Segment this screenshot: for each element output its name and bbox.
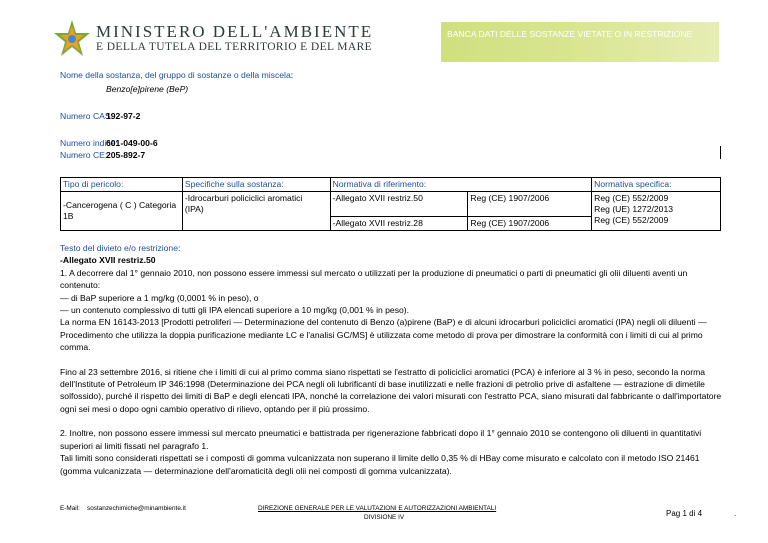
text-cursor bbox=[720, 146, 721, 159]
footer-division: DIVISIONE IV bbox=[364, 514, 405, 521]
header-reference-regulation: Normativa di riferimento: bbox=[330, 178, 592, 192]
banner-text: BANCA DATI DELLE SOSTANZE VIETATE O IN RESTRIZIONE bbox=[447, 29, 693, 39]
reference-annex-1: -Allegato XVII restriz.50 bbox=[330, 192, 468, 217]
ce-label: Numero CE: bbox=[60, 150, 108, 160]
specific-regulations: Reg (CE) 552/2009 Reg (UE) 1272/2013 Reg (CE) 552/2009 bbox=[592, 192, 721, 231]
footer-email: E-Mail: sostanzechimiche@minambiente.it bbox=[60, 505, 186, 512]
reference-reg-1: Reg (CE) 1907/2006 bbox=[468, 192, 592, 217]
footer-dot: . bbox=[734, 509, 737, 518]
ministry-title: MINISTERO DELL'AMBIENTE bbox=[96, 22, 374, 41]
cas-label: Numero CAS: bbox=[60, 111, 114, 121]
hazard-value: -Cancerogena ( C ) Categoria 1B bbox=[61, 192, 183, 231]
header-hazard-type: Tipo di pericolo: bbox=[61, 178, 183, 192]
restriction-text bbox=[60, 242, 722, 477]
reference-reg-2: Reg (CE) 1907/2006 bbox=[468, 217, 592, 231]
paragraph-3: 2. Inoltre, non possono essere immessi sul mercato pneumatici e battistrada per rigenerazione fabbricati dopo il 1° gennaio 2010 se contengono oli diluenti in quantitativi superiori ai limiti fissati nel paragrafo 1. bbox=[60, 428, 702, 451]
index-label: Numero indice: bbox=[60, 138, 118, 148]
paragraph-1b: — un contenuto complessivo di tutti gli IPA elencati superiore a 10 mg/kg (0,001 % in peso). bbox=[60, 305, 410, 316]
ce-value: 205-892-7 bbox=[106, 150, 146, 160]
header-specific-regulation: Normativa specifica: bbox=[592, 178, 721, 192]
index-value: 601-049-00-6 bbox=[106, 138, 158, 148]
paragraph-1c: La norma EN 16143-2013 [Prodotti petroliferi — Determinazione del contenuto di Benzo (a)pirene (BaP) e di alcuni idrocarburi policiclici aromatici (IPA) negli oli diluenti — Procedimento che utilizza la doppia purificazione mediante LC e l'analisi GC/MS] è utilizzata come metodo di prova per dimostrare la conformità con i limiti di cui al primo comma. bbox=[60, 317, 707, 353]
ministry-subtitle: E DELLA TUTELA DEL TERRITORIO E DEL MARE bbox=[96, 41, 373, 53]
restriction-label: Testo del divieto e/o restrizione: bbox=[60, 243, 181, 253]
star-emblem-icon bbox=[50, 18, 94, 60]
footer-department: DIREZIONE GENERALE PER LE VALUTAZIONI E AUTORIZZAZIONI AMBIENTALI bbox=[258, 505, 497, 512]
page-number: Pag 1 di 4 bbox=[666, 509, 703, 518]
restriction-heading: -Allegato XVII restriz.50 bbox=[60, 255, 156, 266]
substance-name-label: Nome della sostanza, del gruppo di sostanze o della miscela: bbox=[60, 70, 294, 80]
paragraph-1: 1. A decorrere dal 1° gennaio 2010, non possono essere immessi sul mercato o utilizzati per la produzione di pneumatici o parti di pneumatici gli olii diluenti aventi un contenuto: bbox=[60, 267, 688, 291]
paragraph-2: Fino al 23 settembre 2016, si ritiene che i limiti di cui al primo comma siano rispettati se l'estratto di policiclici aromatici (PCA) è inferiore al 3 % in peso, secondo la norma dell'Institute of Petroleum IP 346:1998 (Determinazione dei PCA negli oli lubrificanti di base inutilizzati e nelle frazioni di petrolio prive di asfaltene — estrazione di dimetile solfossido), purché il rispetto dei limiti di BaP e degli elencati IPA, nonché la correlazione dei valori misurati con l'estratto PCA, siano misurati dal fabbricante o dall'importatore ogni sei mesi o dopo ogni cambio operativo di rilievo, optando per il più prossimo. bbox=[60, 366, 722, 414]
paragraph-3b: Tali limiti sono considerati rispettati se i composti di gomma vulcanizzata non superano il limite dello 0,35 % di HBay come misurato e calcolato con il metodo ISO 21461 (gomma vulcanizzata — determinazione dell'aromaticità degli olii nei composti di gomma vulcanizzata). bbox=[60, 453, 700, 476]
cas-value: 192-97-2 bbox=[106, 111, 141, 121]
hazard-table bbox=[60, 177, 721, 231]
email-link[interactable]: sostanzechimiche@minambiente.it bbox=[87, 505, 186, 512]
substance-spec-value: -Idrocarburi policiclici aromatici (IPA) bbox=[182, 192, 330, 231]
substance-name-value: Benzo[e]pirene (BeP) bbox=[106, 84, 189, 94]
header-substance-spec: Specifiche sulla sostanza: bbox=[182, 178, 330, 192]
database-banner bbox=[441, 22, 719, 62]
reference-annex-2: -Allegato XVII restriz.28 bbox=[330, 217, 468, 231]
paragraph-1a: — di BaP superiore a 1 mg/kg (0,0001 % in peso), o bbox=[60, 292, 259, 303]
